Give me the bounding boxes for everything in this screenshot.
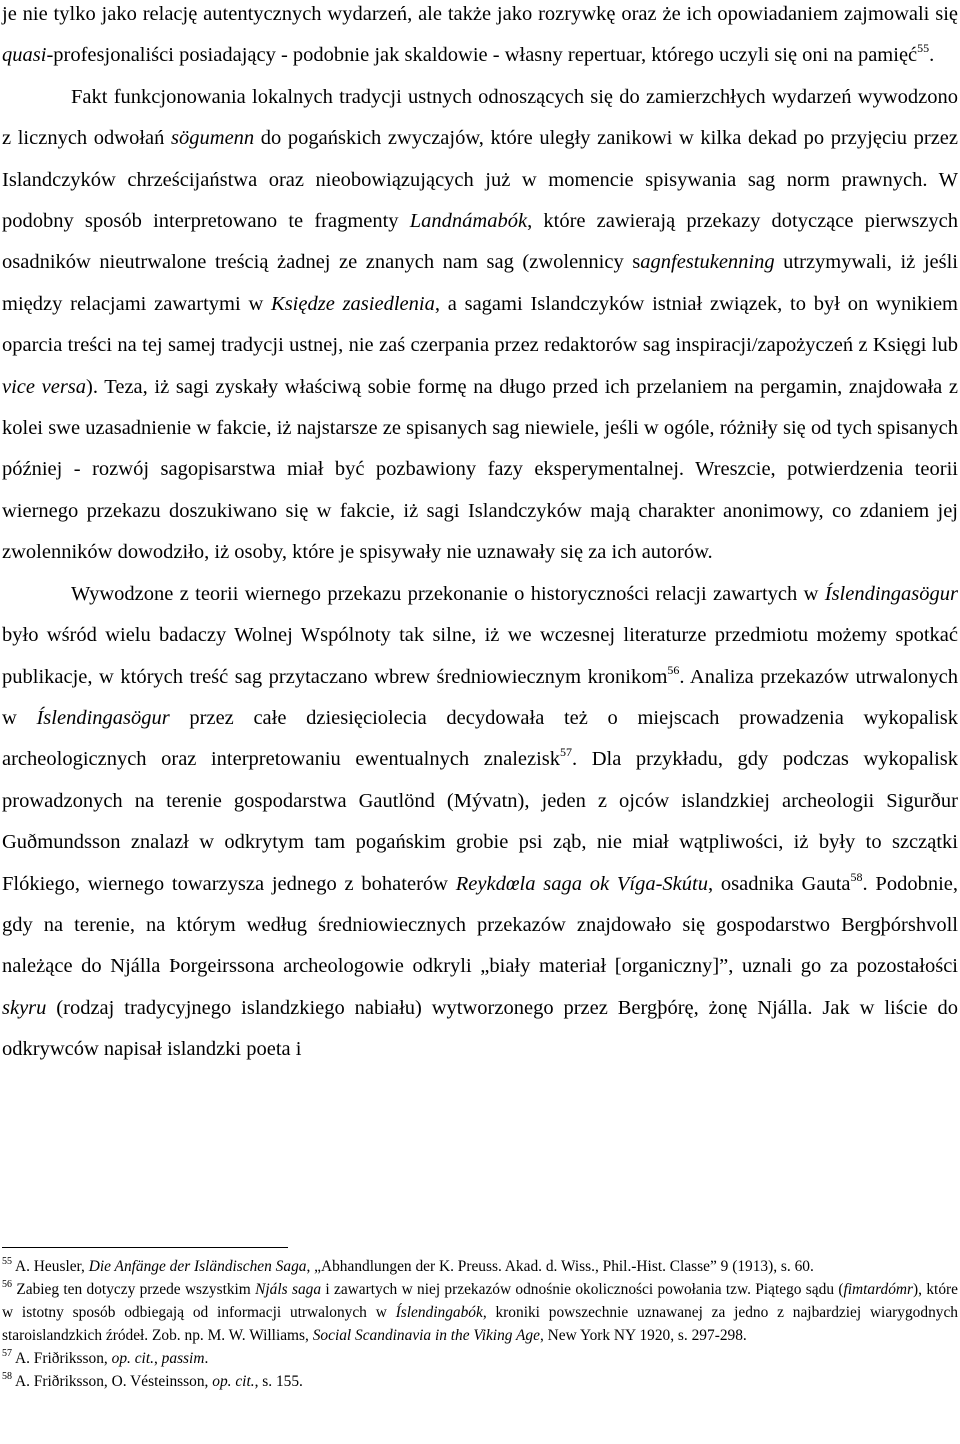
text-run: , „Abhandlungen der K. Preuss. Akad. d. Wiss., Phil.-Hist. Classe” 9 (1913), s. 60.: [306, 1258, 814, 1275]
text-run: . Dla przykładu, gdy podczas wykopalisk prowadzonych na terenie gospodarstwa Gautlönd (Mývatn), jeden z ojców islandzkiej archeologii Sigurður Guðmundsson znalazł w odkrytym tam pogańskim grobie psi ząb, nie miał wątpliwości, iż były to szczątki Flókiego, wiernego towarzysza jednego z bohaterów: [2, 748, 958, 895]
text-run: .: [204, 1350, 209, 1367]
text-run: , które zawierają przekazy dotyczące pierwszych osadników nieutrwalone treścią żadnej ze znanych nam sag (zwolennicy s: [2, 210, 958, 274]
text-run: , s. 155.: [254, 1373, 303, 1390]
italic-term: agnfestukenning: [640, 251, 775, 274]
text-run: . Analiza przekazów utrwalonych w: [2, 665, 958, 729]
text-run: ). Teza, iż sagi zyskały właściwą sobie formę na długo przed ich przelaniem na pergamin, znajdowała z kolei swe uzasadnienie w fakcie, iż najstarsze ze spisanych sag niewiele, jeśli w ogóle, różniły się od tych spisanych później - rozwój sagopisarstwa miał być pozbawiony fazy eksperymentalnej. Wreszcie, potwierdzenia teorii wiernego przekazu doszukiwano się w fakcie, iż sagi Islandczyków mają charakter anonimowy, co zdaniem jej zwolenników dowodziło, iż osoby, które je spisywały nie uznawały się za ich autorów.: [2, 375, 958, 564]
italic-term: passim: [161, 1350, 205, 1367]
italic-term: skyru: [2, 996, 47, 1019]
italic-term: sögumenn: [171, 127, 255, 150]
text-run: Fakt funkcjonowania lokalnych tradycji ustnych odnoszących się do zamierzchłych wydarzeń wywodzono z licznych odwołań: [2, 85, 958, 150]
footnote-number: 57: [2, 1348, 12, 1359]
footnote-ref-55: 55: [917, 41, 930, 56]
italic-title: Księdze zasiedlenia: [271, 292, 435, 315]
text-run: , New York NY 1920, s. 297-298.: [539, 1327, 747, 1344]
footnote-ref-57: 57: [560, 745, 573, 760]
text-run: -profesjonaliści posiadający - podobnie jak skaldowie - własny repertuar, którego uczyli się oni na pamięć: [46, 44, 918, 67]
text-run: ,: [153, 1350, 162, 1367]
italic-term: quasi: [2, 44, 47, 67]
text-run: ), które w istotny sposób odbiegają od informacji utrwalonych w: [2, 1281, 958, 1321]
italic-term: op. cit.: [111, 1350, 154, 1367]
italic-term: vice versa: [2, 375, 87, 398]
text-run: A. Friðriksson, O. Vésteinsson,: [12, 1373, 213, 1390]
footnote-ref-56: 56: [667, 662, 680, 677]
text-run: (rodzaj tradycyjnego islandzkiego nabiału) wytworzonego przez Bergþórę, żonę Njálla. Jak w liście do odkrywców napisał islandzki poeta i: [2, 996, 958, 1061]
italic-title: Njáls saga: [255, 1281, 322, 1298]
italic-title: Die Anfänge der Isländischen Saga: [88, 1258, 307, 1275]
text-run: A. Heusler,: [12, 1258, 89, 1275]
paragraph-fakt: [2, 77, 958, 574]
italic-term: op. cit.: [212, 1373, 255, 1390]
text-run: przez całe dziesięciolecia decydowała też o miejscach prowadzenia wykopalisk archeologicznych oraz interpretowaniu ewentualnych znalezisk: [2, 706, 958, 771]
text-run: , osadnika Gauta: [707, 872, 851, 895]
italic-title: Landnámabók: [409, 210, 528, 233]
text-run: utrzymywali, iż jeśli między relacjami zawartymi w: [2, 251, 958, 315]
text-run: je nie tylko jako relację autentycznych wydarzeń, ale także jako rozrywkę oraz że ich opowiadaniem zajmowali się: [2, 3, 958, 25]
footnote-number: 56: [2, 1279, 12, 1290]
footnote-number: 55: [2, 1256, 12, 1267]
italic-title: Reykdœla saga ok Víga-Skútu: [455, 872, 708, 895]
text-run: A. Friðriksson,: [12, 1350, 112, 1367]
paragraph-continued: [2, 0, 958, 77]
footnote-number: 58: [2, 1371, 12, 1382]
italic-title: Social Scandinavia in the Viking Age: [312, 1327, 540, 1344]
footnote-55: [2, 1255, 958, 1278]
footnotes: [2, 1255, 958, 1393]
text-run: . Podobnie, gdy na terenie, na którym według średniowiecznych przekazów znajdowało się gospodarstwo Bergþórshvoll należące do Njálla Þorgeirssona archeologowie odkryli „biały materiał [organiczny]”, uznali go za pozostałości: [2, 872, 959, 978]
footnote-divider: [2, 1247, 288, 1248]
italic-term: fimtardómr: [843, 1281, 914, 1298]
text-run: , a sagami Islandczyków istniał związek, to był on wynikiem oparcia treści na tej samej tradycji ustnej, nie zaś czerpania przez redaktorów sag inspiracji/zapożyczeń z Księgi lub: [2, 292, 958, 357]
paragraph-wywodzone: [2, 574, 958, 1071]
italic-title: Íslendingasögur: [824, 582, 958, 605]
text-run: Zabieg ten dotyczy przede wszystkim: [12, 1281, 256, 1298]
footnote-ref-58: 58: [850, 869, 863, 884]
italic-title: Íslendingabók: [395, 1304, 483, 1321]
text-run: i zawartych w niej przekazów odnośnie okoliczności powołania tzw. Piątego sądu (: [321, 1281, 844, 1298]
text-run: .: [929, 44, 935, 67]
text-run: Wywodzone z teorii wiernego przekazu przekonanie o historyczności relacji zawartych w: [71, 582, 825, 605]
text-run: , kroniki powszechnie uznawanej za jedno z najbardziej wiarygodnych staroislandzkich źródeł. Zob. np. M. W. Williams,: [2, 1304, 958, 1344]
footnote-57: [2, 1347, 958, 1370]
main-text: [2, 0, 958, 1071]
italic-title: Íslendingasögur: [36, 706, 170, 729]
footnote-58: [2, 1370, 958, 1393]
text-run: do pogańskich zwyczajów, które uległy zanikowi w kilka dekad po przyjęciu przez Islandczyków chrześcijaństwa oraz nieobowiązujących już w momencie spisywania sag norm prawnych. W podobny sposób interpretowano te fragmenty: [2, 127, 958, 233]
footnote-56: [2, 1278, 958, 1347]
text-run: było wśród wielu badaczy Wolnej Wspólnoty tak silne, iż we wczesnej literaturze przedmiotu możemy spotkać publikacje, w których treść sag przytaczano wbrew średniowiecznym kronikom: [2, 624, 958, 688]
